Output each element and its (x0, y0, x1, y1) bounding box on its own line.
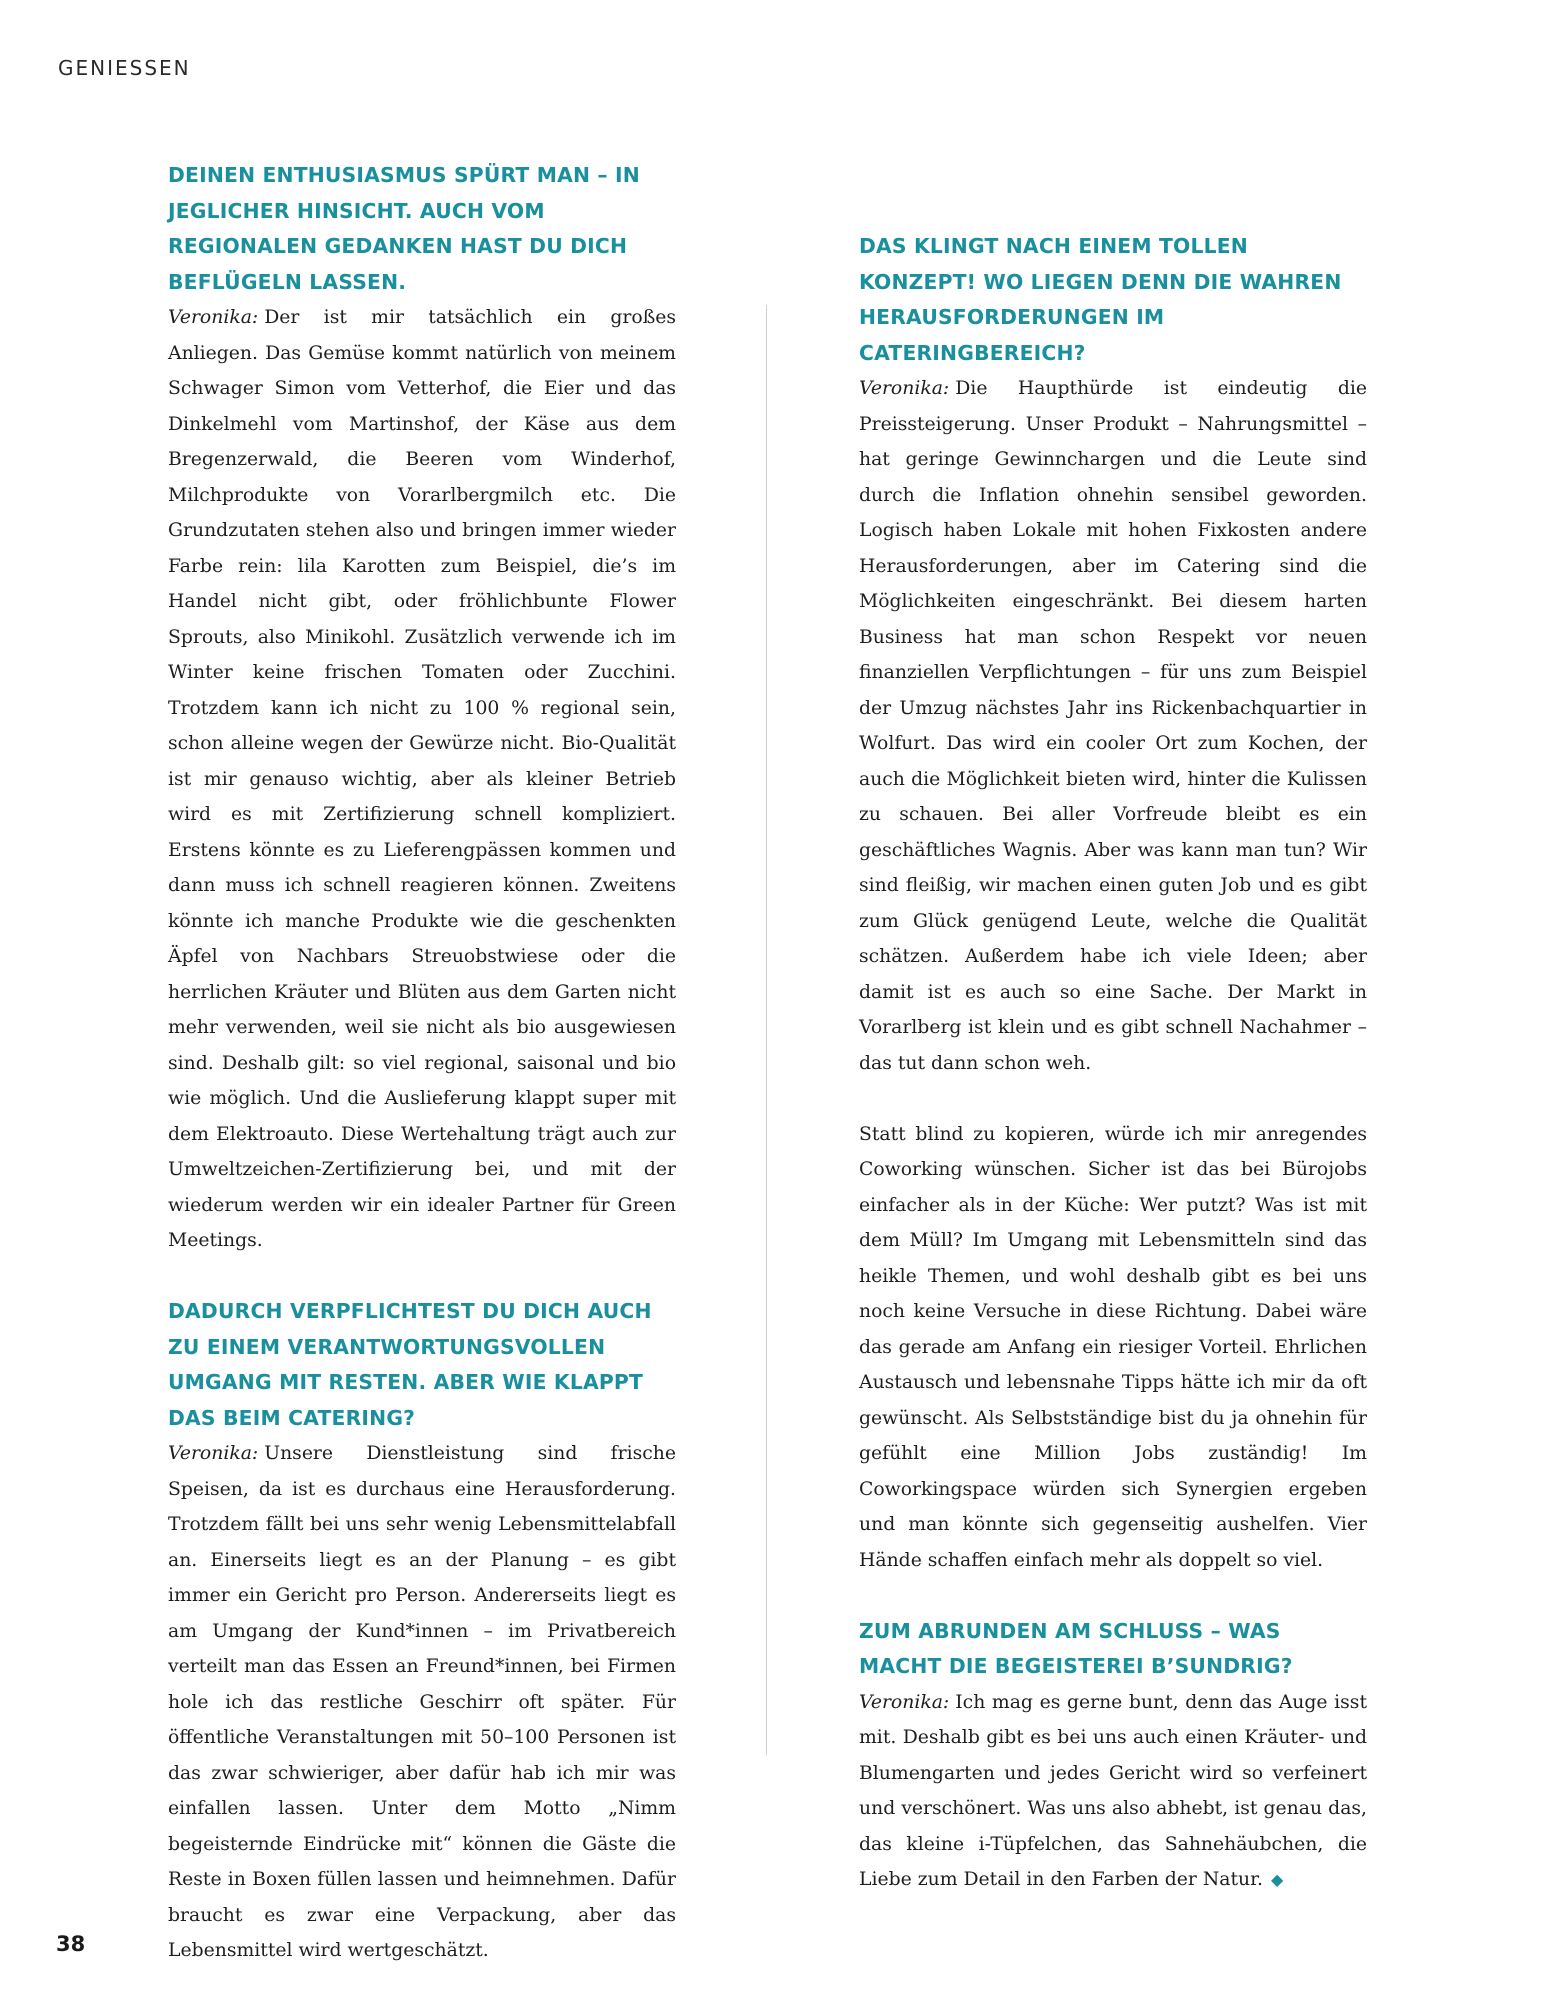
question-heading-1: DEINEN ENTHUSIASMUS SPÜRT MAN – IN JEGLICHER HINSICHT. AUCH VOM REGIONALEN GEDANKEN HAST DU DICH BEFLÜGELN LASSEN. (168, 163, 640, 294)
answer-paragraph-4 (859, 1685, 1367, 1898)
answer-text: Ich mag es gerne bunt, denn das Auge isst mit. Deshalb gibt es bei uns auch einen Kräuter- und Blumengarten und jedes Gericht wird so verfeinert und verschönert. Was uns also abhebt, ist genau das, das kleine i-Tüpfelchen, das Sahnehäubchen, die Liebe zum Detail in den Farben der Natur. (859, 1691, 1367, 1890)
speaker-label: Veronika: (859, 378, 950, 399)
right-column (859, 229, 1367, 1898)
question-heading-4: ZUM ABRUNDEN AM SCHLUSS – WAS MACHT DIE BEGEISTEREI B’SUNDRIG? (859, 1618, 1293, 1678)
speaker-label: Veronika: (859, 1691, 950, 1713)
answer-text: Der ist mir tatsächlich ein großes Anliegen. Das Gemüse kommt natürlich von meinem Schwager Simon vom Vetterhof, die Eier und das Dinkelmehl vom Martinshof, der Käse aus dem Bregenzerwald, die Beeren vom Winderhof, Milchprodukte von Vorarlbergmilch etc. Die Grundzutaten stehen also und bringen immer wieder Farbe rein: lila Karotten zum Beispiel, die’s im Handel nicht gibt, oder fröhlichbunte Flower Sprouts, also Minikohl. Zusätzlich verwende ich im Winter keine frischen Tomaten oder Zucchini. Trotzdem kann ich nicht zu 100 % regional sein, schon alleine wegen der Gewürze nicht. Bio-Qualität ist mir genauso wichtig, aber als kleiner Betrieb wird es mit Zertifizierung schnell kompliziert. Erstens könnte es zu Lieferengpässen kommen und dann muss ich schnell reagieren können. Zweitens könnte ich manche Produkte wie die geschenkten Äpfel von Nachbars Streuobstwiese oder die herrlichen Kräuter und Blüten aus dem Garten nicht mehr verwenden, weil sie nicht als bio ausgewiesen sind. Deshalb gilt: so viel regional, saisonal und bio wie möglich. Und die Auslieferung klappt super mit dem Elektroauto. Diese Wertehaltung trägt auch zur Umweltzeichen-Zertifizierung bei, und mit der wiederum werden wir ein idealer Partner für Green Meetings. (168, 307, 676, 1251)
paragraph-gap (168, 1259, 676, 1295)
speaker-label: Veronika: (168, 1443, 259, 1464)
answer-paragraph-2 (168, 1436, 676, 1969)
answer-paragraph-3 (859, 371, 1367, 1081)
paragraph-gap (859, 1578, 1367, 1614)
paragraph-gap (859, 1081, 1367, 1117)
answer-paragraph-1 (168, 300, 676, 1259)
page-number: 38 (56, 1932, 86, 1956)
section-label: GENIESSEN (58, 56, 191, 80)
question-heading-2: DADURCH VERPFLICHTEST DU DICH AUCH ZU EINEM VERANTWORTUNGSVOLLEN UMGANG MIT RESTEN. ABER WIE KLAPPT DAS BEIM CATERING? (168, 1299, 652, 1430)
left-column (168, 158, 676, 1969)
column-divider (766, 305, 767, 1755)
end-mark-icon: ◆ (1271, 1870, 1284, 1889)
answer-paragraph-3b: Statt blind zu kopieren, würde ich mir anregendes Coworking wünschen. Sicher ist das bei Bürojobs einfacher als in der Küche: Wer putzt? Was ist mit dem Müll? Im Umgang mit Lebensmitteln sind das heikle Themen, und wohl deshalb gibt es bei uns noch keine Versuche in diese Richtung. Dabei wäre das gerade am Anfang ein riesiger Vorteil. Ehrlichen Austausch und lebensnahe Tipps hätte ich mir da oft gewünscht. Als Selbstständige bist du ja ohnehin für gefühlt eine Million Jobs zuständig! Im Coworkingspace würden sich Synergien ergeben und man könnte sich gegenseitig aushelfen. Vier Hände schaffen einfach mehr als doppelt so viel. (859, 1123, 1367, 1571)
question-heading-3: DAS KLINGT NACH EINEM TOLLEN KONZEPT! WO LIEGEN DENN DIE WAHREN HERAUSFORDERUNGEN IM CATERINGBEREICH? (859, 234, 1342, 365)
speaker-label: Veronika: (168, 307, 259, 328)
answer-text: Unsere Dienstleistung sind frische Speisen, da ist es durchaus eine Herausforderung. Trotzdem fällt bei uns sehr wenig Lebensmittelabfall an. Einerseits liegt es an der Planung – es gibt immer ein Gericht pro Person. Andererseits liegt es am Umgang der Kund*innen – im Privatbereich verteilt man das Essen an Freund*innen, bei Firmen hole ich das restliche Geschirr oft später. Für öffentliche Veranstaltungen mit 50–100 Personen ist das zwar schwieriger, aber dafür hab ich mir was einfallen lassen. Unter dem Motto „Nimm begeisternde Eindrücke mit“ können die Gäste die Reste in Boxen füllen lassen und heimnehmen. Dafür braucht es zwar eine Verpackung, aber das Lebensmittel wird wertgeschätzt. (168, 1443, 676, 1961)
answer-text: Die Haupthürde ist eindeutig die Preissteigerung. Unser Produkt – Nahrungsmittel – hat geringe Gewinnchargen und die Leute sind durch die Inflation ohnehin sensibel geworden. Logisch haben Lokale mit hohen Fixkosten andere Herausforderungen, aber im Catering sind die Möglichkeiten eingeschränkt. Bei diesem harten Business hat man schon Respekt vor neuen finanziellen Verpflichtungen – für uns zum Beispiel der Umzug nächstes Jahr ins Rickenbachquartier in Wolfurt. Das wird ein cooler Ort zum Kochen, der auch die Möglichkeit bieten wird, hinter die Kulissen zu schauen. Bei aller Vorfreude bleibt es ein geschäftliches Wagnis. Aber was kann man tun? Wir sind fleißig, wir machen einen guten Job und es gibt zum Glück genügend Leute, welche die Qualität schätzen. Außerdem habe ich viele Ideen; aber damit ist es auch so eine Sache. Der Markt in Vorarlberg ist klein und es gibt schnell Nachahmer – das tut dann schon weh. (859, 378, 1367, 1074)
